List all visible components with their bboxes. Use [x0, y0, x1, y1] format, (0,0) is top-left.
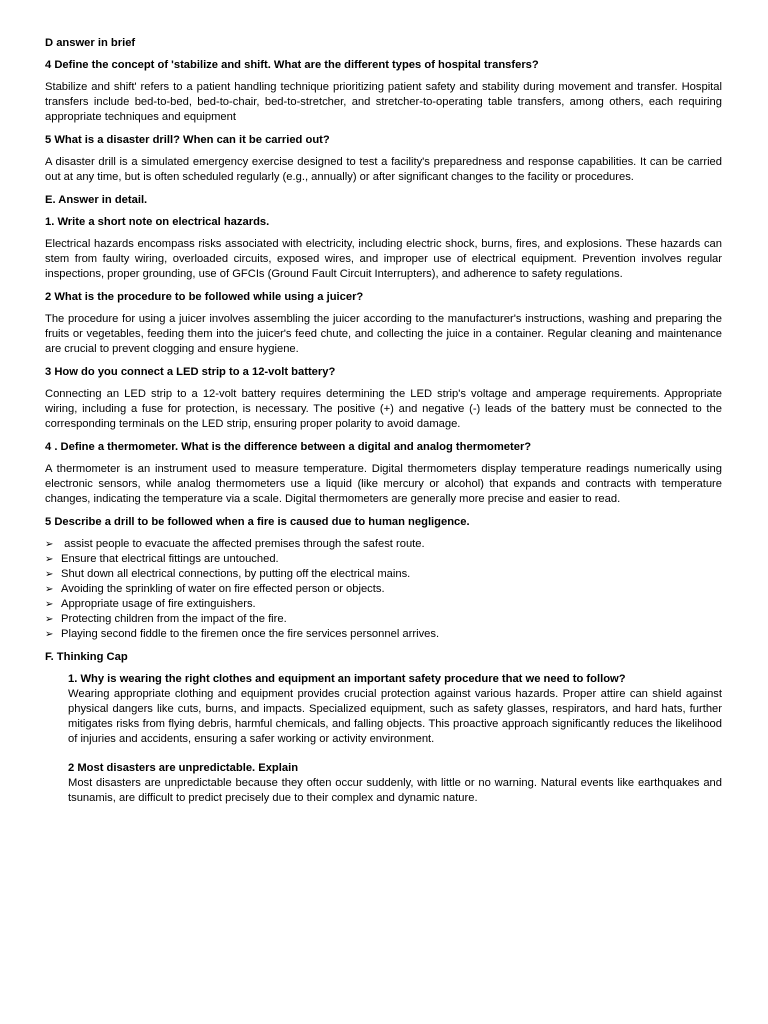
- arrow-bullet-icon: ➢: [45, 599, 54, 610]
- answer-e2: The procedure for using a juicer involves assembling the juicer according to the manufacturer's instructions, washing and preparing the fruits or vegetables, feeding them into the juicer's feed chute, and collecting the juice in a container. Regular cleaning and maintenance are crucial to prevent clogging and ensure hygiene.: [45, 313, 722, 355]
- list-item: ➢ Protecting children from the impact of the fire.: [45, 613, 287, 625]
- answer-f1: Wearing appropriate clothing and equipment provides crucial protection against various hazards. Proper attire can shield against physical dangers like cuts, burns, and impacts. Specialized equipment, such as safety glasses, respirators, and hard hats, further mitigates risks from flying debris, harmful chemicals, and falling objects. This proactive approach significantly reduces the likelihood of injuries and accidents, ensuring a safer working or activity environment.: [68, 688, 722, 745]
- arrow-bullet-icon: ➢: [45, 554, 54, 565]
- arrow-bullet-icon: ➢: [45, 569, 54, 580]
- question-e1: 1. Write a short note on electrical hazards.: [45, 216, 270, 228]
- answer-e3: Connecting an LED strip to a 12-volt battery requires determining the LED strip's voltage and amperage requirements. Appropriate wiring, including a fuse for protection, is necessary. The positive (+) and negative (-) leads of the battery must be connected to the corresponding terminals on the LED strip, ensuring proper polarity to avoid damage.: [45, 388, 722, 430]
- list-item: ➢ assist people to evacuate the affected premises through the safest route.: [45, 538, 425, 550]
- section-f-heading: F. Thinking Cap: [45, 651, 128, 663]
- section-e-heading: E. Answer in detail.: [45, 194, 148, 206]
- question-e4: 4 . Define a thermometer. What is the difference between a digital and analog thermometer?: [45, 441, 532, 453]
- question-d4: 4 Define the concept of 'stabilize and shift. What are the different types of hospital transfers?: [45, 59, 539, 71]
- question-d5: 5 What is a disaster drill? When can it be carried out?: [45, 134, 330, 146]
- arrow-bullet-icon: ➢: [45, 614, 54, 625]
- list-item: ➢ Shut down all electrical connections, by putting off the electrical mains.: [45, 568, 411, 580]
- arrow-bullet-icon: ➢: [45, 539, 54, 550]
- arrow-bullet-icon: ➢: [45, 584, 54, 595]
- question-e2: 2 What is the procedure to be followed while using a juicer?: [45, 291, 364, 303]
- question-e3: 3 How do you connect a LED strip to a 12-volt battery?: [45, 366, 336, 378]
- question-f2: 2 Most disasters are unpredictable. Explain: [68, 762, 299, 774]
- arrow-bullet-icon: ➢: [45, 629, 54, 640]
- list-item: ➢ Avoiding the sprinkling of water on fire effected person or objects.: [45, 583, 385, 595]
- list-item: ➢ Appropriate usage of fire extinguishers.: [45, 598, 256, 610]
- section-d-heading: D answer in brief: [45, 37, 136, 49]
- answer-d4: Stabilize and shift' refers to a patient handling technique prioritizing patient safety and stability during movement and transfer. Hospital transfers include bed-to-bed, bed-to-chair, bed-to-stretcher, and stretcher-to-operating table transfers, among others, each requiring appropriate techniques and equipment: [45, 81, 722, 123]
- section-f-body: [68, 672, 722, 806]
- list-item: ➢ Playing second fiddle to the firemen once the fire services personnel arrives.: [45, 628, 440, 640]
- question-e5: 5 Describe a drill to be followed when a fire is caused due to human negligence.: [45, 516, 470, 528]
- answer-d5: A disaster drill is a simulated emergency exercise designed to test a facility's preparedness and response capabilities. It can be carried out at any time, but is often scheduled regularly (e.g., annually) or after significant changes to the facility or procedures.: [45, 156, 722, 183]
- fire-drill-list: [45, 537, 722, 642]
- list-item: ➢ Ensure that electrical fittings are untouched.: [45, 553, 279, 565]
- question-f1: 1. Why is wearing the right clothes and equipment an important safety procedure that we need to follow?: [68, 673, 626, 685]
- answer-e1: Electrical hazards encompass risks associated with electricity, including electric shock, burns, fires, and explosions. These hazards can stem from faulty wiring, overloaded circuits, exposed wires, and improper use of electrical equipment. Prevention involves regular inspections, proper grounding, use of GFCIs (Ground Fault Circuit Interrupters), and adherence to safety regulations.: [45, 238, 722, 280]
- answer-e4: A thermometer is an instrument used to measure temperature. Digital thermometers display temperature readings numerically using electronic sensors, while analog thermometers use a liquid (like mercury or alcohol) that expands and contracts with temperature changes, indicating the temperature via a scale. Digital thermometers are generally more precise and easier to read.: [45, 463, 722, 505]
- answer-f2: Most disasters are unpredictable because they often occur suddenly, with little or no warning. Natural events like earthquakes and tsunamis, are difficult to predict precisely due to their complex and dynamic nature.: [68, 777, 722, 804]
